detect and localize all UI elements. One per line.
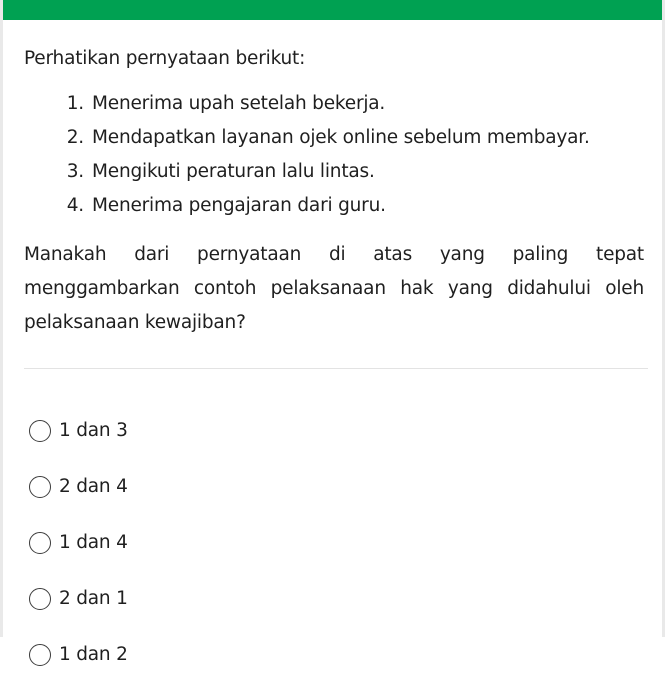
radio-button[interactable]: [29, 476, 51, 498]
answer-option-d[interactable]: [24, 571, 641, 627]
statement-item: [24, 121, 641, 155]
statement-text: Menerima pengajaran dari guru.: [92, 195, 386, 216]
statement-number: 3.: [66, 161, 84, 182]
answer-options: [24, 403, 641, 683]
radio-button[interactable]: [29, 420, 51, 442]
option-label: 1 dan 3: [59, 420, 128, 441]
statement-number: 4.: [66, 195, 84, 216]
answer-option-c[interactable]: [24, 515, 641, 571]
option-label: 2 dan 1: [59, 588, 128, 609]
radio-button[interactable]: [29, 644, 51, 666]
answer-option-e[interactable]: [24, 627, 641, 683]
statement-item: [24, 155, 641, 189]
radio-button[interactable]: [29, 588, 51, 610]
question-text: Manakah dari pernyataan di atas yang paling tepat menggambarkan contoh pelaksanaan hak yang didahului oleh pelaksanaan kewajiban?: [24, 244, 644, 333]
statement-number: 2.: [66, 127, 84, 148]
statement-item: [24, 189, 641, 223]
intro-text: Perhatikan pernyataan berikut:: [24, 48, 306, 69]
header-bar: [3, 0, 662, 20]
option-label: 2 dan 4: [59, 476, 128, 497]
divider: [24, 368, 648, 369]
statement-text: Menerima upah setelah bekerja.: [92, 93, 386, 114]
radio-button[interactable]: [29, 532, 51, 554]
option-label: 1 dan 2: [59, 644, 128, 665]
answer-option-b[interactable]: [24, 459, 641, 515]
statement-text: Mengikuti peraturan lalu lintas.: [92, 161, 375, 182]
statement-item: [24, 87, 641, 121]
statement-text: Mendapatkan layanan ojek online sebelum membayar.: [92, 127, 590, 148]
question-content: [3, 20, 662, 683]
option-label: 1 dan 4: [59, 532, 128, 553]
statement-list: [24, 87, 641, 223]
statement-number: 1.: [66, 93, 84, 114]
answer-option-a[interactable]: [24, 403, 641, 459]
